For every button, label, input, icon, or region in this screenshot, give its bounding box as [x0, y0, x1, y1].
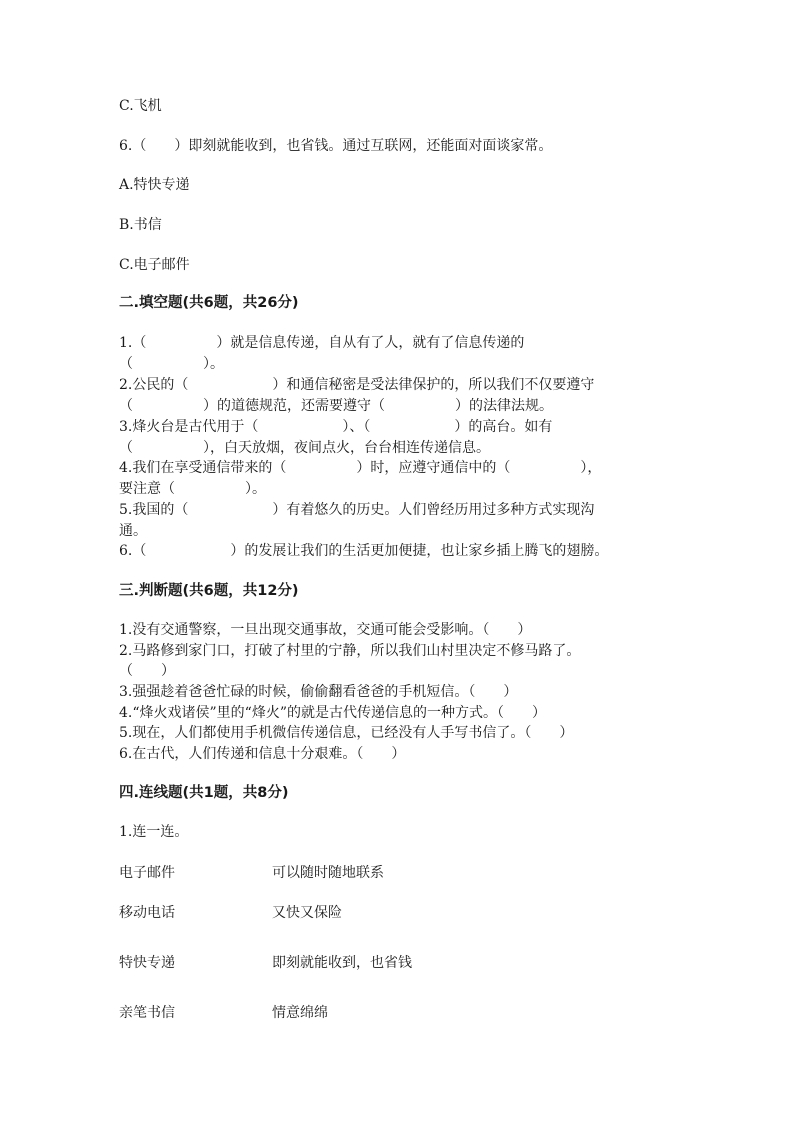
q6-option-c: C.电子邮件 [119, 257, 190, 273]
fill-line: 6.（ ）的发展让我们的生活更加便捷，也让家乡插上腾飞的翅膀。 [119, 543, 609, 559]
judge-line: （ ） [119, 663, 175, 679]
judge-line: 3.强强趁着爸爸忙碌的时候，偷偷翻看爸爸的手机短信。（ ） [119, 684, 518, 700]
fill-line: 3.烽火台是古代用于（ ）、（ ）的高台。如有 [119, 419, 553, 435]
section2-heading: 二.填空题(共6题，共26分) [119, 295, 299, 311]
match-left-item: 亲笔书信 [119, 1005, 175, 1021]
fill-line: 4.我们在享受通信带来的（ ）时，应遵守通信中的（ ）， [119, 460, 602, 476]
fill-line: 5.我国的（ ）有着悠久的历史。人们曾经历用过多种方式实现沟 [119, 502, 595, 518]
match-right-item: 即刻就能收到，也省钱 [272, 955, 412, 971]
match-question: 1.连一连。 [119, 824, 189, 840]
match-left-item: 电子邮件 [119, 865, 175, 881]
judge-line: 2.马路修到家门口，打破了村里的宁静，所以我们山村里决定不修马路了。 [119, 643, 581, 659]
fill-line: 2.公民的（ ）和通信秘密是受法律保护的，所以我们不仅要遵守 [119, 377, 595, 393]
fill-line: 1.（ ）就是信息传递，自从有了人，就有了信息传递的 [119, 335, 525, 351]
judge-line: 1.没有交通警察，一旦出现交通事故，交通可能会受影响。（ ） [119, 622, 532, 638]
match-left-item: 移动电话 [119, 905, 175, 921]
fill-line: （ ）。 [119, 356, 224, 372]
match-right-item: 可以随时随地联系 [272, 865, 384, 881]
fill-line: 要注意（ ）。 [119, 481, 266, 497]
judge-line: 6.在古代，人们传递和信息十分艰难。（ ） [119, 746, 406, 762]
judge-line: 5.现在，人们都使用手机微信传递信息，已经没有人手写书信了。（ ） [119, 725, 574, 741]
q6-option-a: A.特快专递 [119, 177, 190, 193]
fill-line: （ ）的道德规范，还需要遵守（ ）的法律法规。 [119, 398, 553, 414]
q6-stem: 6.（ ）即刻就能收到，也省钱。通过互联网，还能面对面谈家常。 [119, 138, 553, 154]
match-left-item: 特快专递 [119, 955, 175, 971]
section4-heading: 四.连线题(共1题，共8分) [119, 785, 289, 801]
q5-option-c: C.飞机 [119, 98, 162, 114]
fill-line: （ ），白天放烟，夜间点火，台台相连传递信息。 [119, 440, 490, 456]
judge-line: 4.“烽火戏诸侯”里的“烽火”的就是古代传递信息的一种方式。（ ） [119, 705, 546, 721]
section3-heading: 三.判断题(共6题，共12分) [119, 583, 299, 599]
q6-option-b: B.书信 [119, 217, 162, 233]
fill-line: 通。 [119, 523, 147, 539]
match-right-item: 情意绵绵 [272, 1005, 328, 1021]
match-right-item: 又快又保险 [272, 905, 342, 921]
